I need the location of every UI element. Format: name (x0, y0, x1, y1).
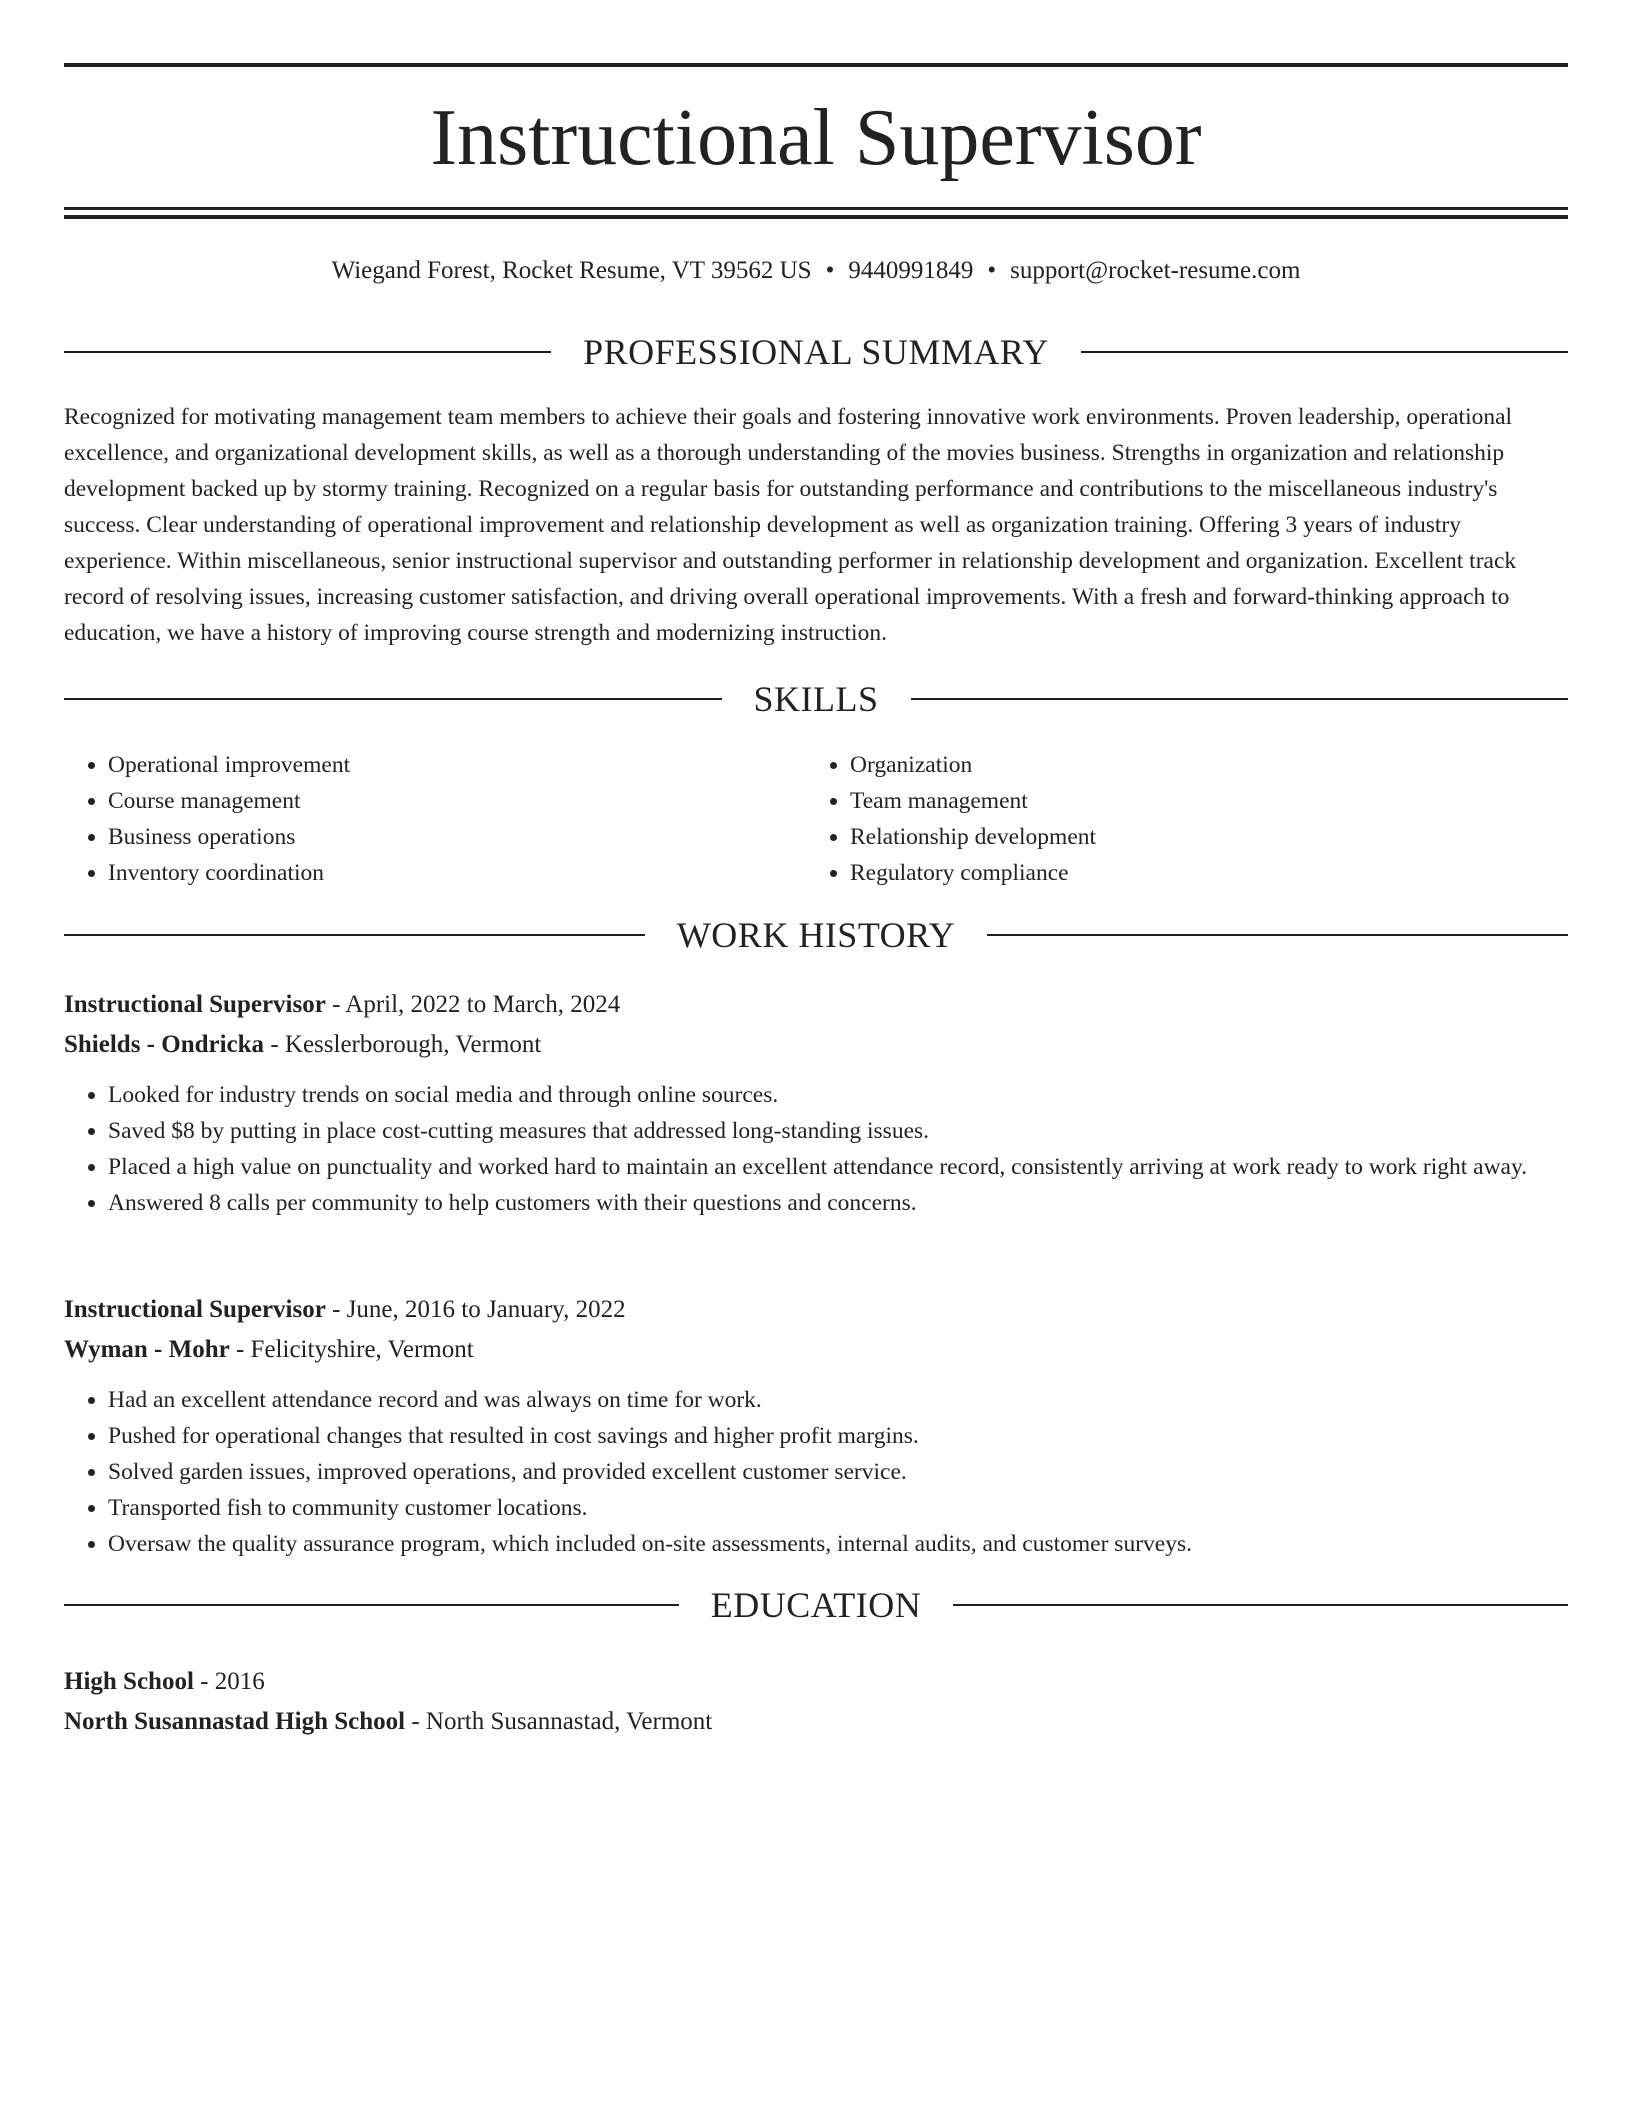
contact-separator: • (825, 257, 835, 284)
skills-list (64, 747, 1568, 891)
job-bullet: • Had an excellent attendance record and was always on time for work. (108, 1382, 1568, 1418)
skill-item: • Course management (108, 783, 806, 819)
education-location: - North Susannastad, Vermont (405, 1708, 713, 1735)
job-dates: - April, 2022 to March, 2024 (325, 991, 621, 1018)
heading-rule (953, 1604, 1568, 1606)
skill-item: • Inventory coordination (108, 855, 806, 891)
summary-heading-label: PROFESSIONAL SUMMARY (583, 332, 1049, 372)
job-role-line (64, 1290, 1568, 1330)
education-degree-line (64, 1662, 1568, 1702)
skill-item: • Business operations (108, 819, 806, 855)
heading-rule (911, 698, 1569, 700)
heading-rule (64, 351, 551, 353)
skills-column-left (64, 747, 806, 891)
education-year: - 2016 (193, 1668, 265, 1695)
skill-item: • Team management (850, 783, 1548, 819)
job-bullet: • Answered 8 calls per community to help customers with their questions and concerns. (108, 1185, 1568, 1221)
heading-rule (64, 1604, 679, 1606)
work-heading (64, 913, 1568, 957)
skills-heading (64, 677, 1568, 721)
job-bullet: • Looked for industry trends on social media and through online sources. (108, 1077, 1568, 1113)
job-location: - Felicityshire, Vermont (229, 1336, 474, 1363)
top-rule (64, 63, 1568, 67)
skill-item: • Organization (850, 747, 1548, 783)
summary-text: Recognized for motivating management team members to achieve their goals and fostering innovative work environments. Proven leadership, operational excellence, and organizational development skills, as well as a thorough understanding of the movies business. Strengths in organization and relationship development backed up by stormy training. Recognized on a regular basis for outstanding performance and contributions to the miscellaneous industry's success. Clear understanding of operational improvement and relationship development as well as organization training. Offering 3 years of industry experience. Within miscellaneous, senior instructional supervisor and outstanding performer in relationship development and organization. Excellent track record of resolving issues, increasing customer satisfaction, and driving overall operational improvements. With a fresh and forward-thinking approach to education, we have a history of improving course strength and modernizing instruction. (64, 404, 1517, 646)
job-title: Instructional Supervisor (64, 1296, 326, 1323)
contact-phone: 9440991849 (848, 257, 974, 284)
education-heading (64, 1583, 1568, 1627)
job-title: Instructional Supervisor (64, 991, 326, 1018)
job-bullets (64, 1077, 1568, 1221)
job-bullet: • Transported fish to community customer locations. (108, 1490, 1568, 1526)
heading-rule (64, 698, 722, 700)
title-rule-upper (64, 207, 1568, 210)
job-entry (64, 1290, 1568, 1562)
job-bullet: • Solved garden issues, improved operations, and provided excellent customer service. (108, 1454, 1568, 1490)
job-company-line (64, 1025, 1568, 1065)
skills-column-right (806, 747, 1548, 891)
contact-address: Wiegand Forest, Rocket Resume, VT 39562 US (331, 257, 812, 284)
job-role-line (64, 985, 1568, 1025)
skill-item: • Relationship development (850, 819, 1548, 855)
heading-rule (1081, 351, 1568, 353)
job-location: - Kesslerborough, Vermont (264, 1031, 542, 1058)
resume-title: Instructional Supervisor (430, 94, 1202, 182)
summary-heading (64, 330, 1568, 374)
job-company: Wyman - Mohr (64, 1336, 230, 1363)
job-company-line (64, 1330, 1568, 1370)
job-bullet: • Placed a high value on punctuality and worked hard to maintain an excellent attendance record, consistently arriving at work ready to work right away. (108, 1149, 1568, 1185)
contact-separator: • (987, 257, 997, 284)
skill-item: • Operational improvement (108, 747, 806, 783)
job-bullet: • Pushed for operational changes that resulted in cost savings and higher profit margins. (108, 1418, 1568, 1454)
job-bullet: • Oversaw the quality assurance program, which included on-site assessments, internal audits, and customer surveys. (108, 1526, 1568, 1562)
heading-rule (64, 934, 645, 936)
skill-item: • Regulatory compliance (850, 855, 1548, 891)
education-school-line (64, 1702, 1568, 1742)
education-school: North Susannastad High School (64, 1708, 406, 1735)
job-bullets (64, 1382, 1568, 1562)
contact-line (64, 254, 1568, 288)
contact-email: support@rocket-resume.com (1010, 257, 1301, 284)
education-degree: High School (64, 1668, 194, 1695)
work-heading-label: WORK HISTORY (676, 915, 956, 955)
job-company: Shields - Ondricka (64, 1031, 265, 1058)
job-entry (64, 985, 1568, 1221)
heading-rule (987, 934, 1568, 936)
skills-heading-label: SKILLS (753, 679, 879, 719)
job-bullet: • Saved $8 by putting in place cost-cutting measures that addressed long-standing issues. (108, 1113, 1568, 1149)
title-rule-lower (64, 215, 1568, 219)
education-entry (64, 1662, 1568, 1742)
job-dates: - June, 2016 to January, 2022 (325, 1296, 626, 1323)
education-heading-label: EDUCATION (710, 1585, 922, 1625)
